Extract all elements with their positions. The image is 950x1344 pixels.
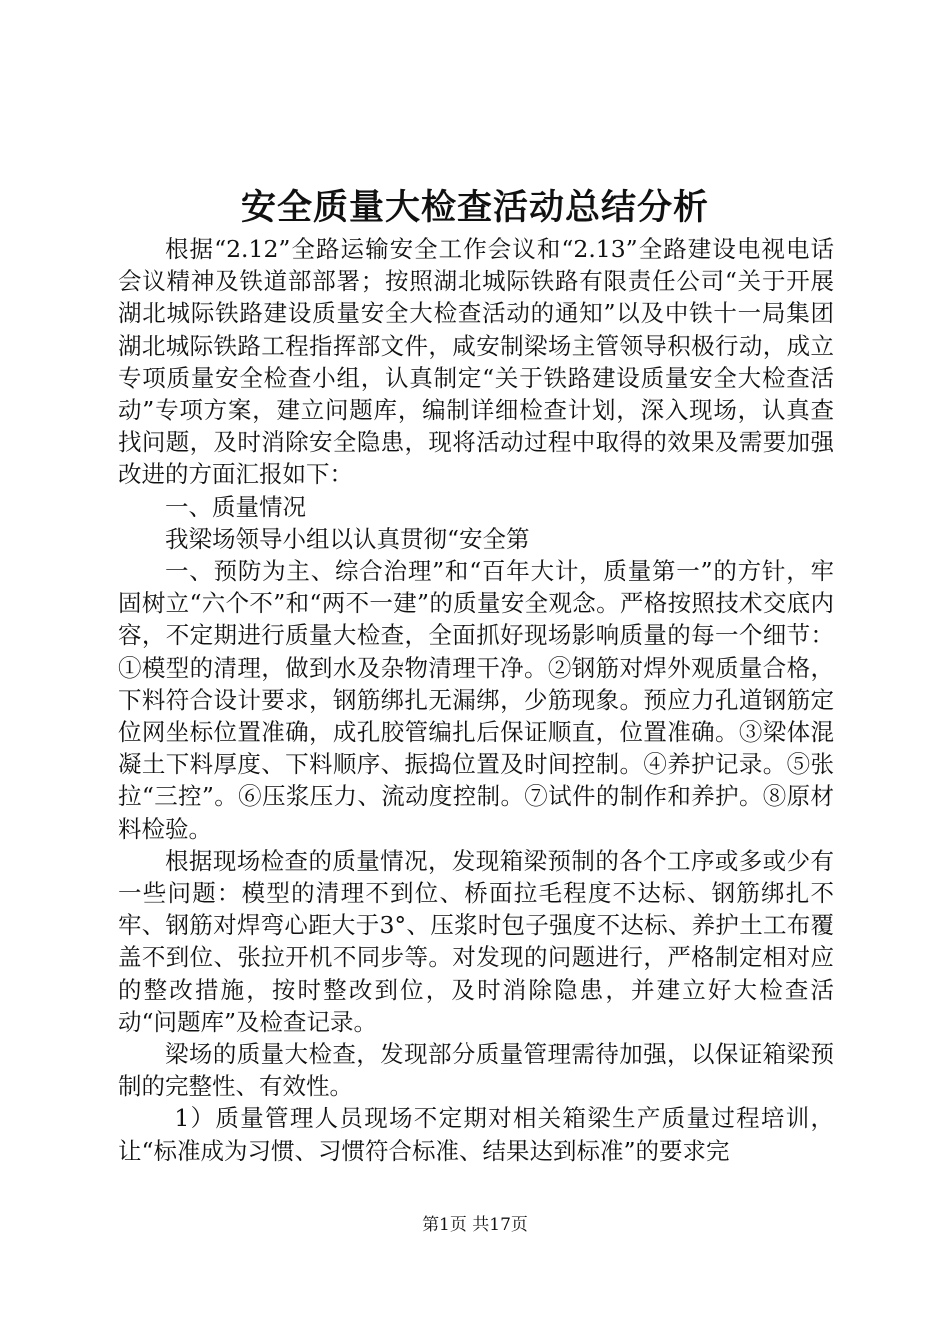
page-number: 第1页 共17页 — [422, 1215, 528, 1235]
paragraph-quality-details: 一、预防为主、综合治理”和“百年大计，质量第一”的方针，牢固树立“六个不”和“两不一建”的质量安全观念。严格按照技术交底内容，不定期进行质量大检查，全面抓好现场影响质量的每一个细节：①模型的清理，做到水及杂物清理干净。②钢筋对焊外观质量合格，下料符合设计要求，钢筋绑扎无漏绑，少筋现象。预应力孔道钢筋定位网坐标位置准确，成孔胶管编扎后保证顺直，位置准确。③梁体混凝土下料厚度、下料顺序、振捣位置及时间控制。④养护记录。⑤张拉“三控”。⑥压浆压力、流动度控制。⑦试件的制作和养护。⑧原材料检验。 — [118, 557, 834, 843]
paragraph-intro: 根据“2.12”全路运输安全工作会议和“2.13”全路建设电视电话会议精神及铁道部部署；按照湖北城际铁路有限责任公司“关于开展湖北城际铁路建设质量安全大检查活动的通知”以及中铁十一局集团湖北城际铁路工程指挥部文件，咸安制梁场主管领导积极行动，成立专项质量安全检查小组，认真制定“关于铁路建设质量安全大检查活动”专项方案，建立问题库，编制详细检查计划，深入现场，认真查找问题，及时消除安全隐患，现将活动过程中取得的效果及需要加强改进的方面汇报如下： — [118, 235, 834, 489]
paragraph-inspection-findings: 根据现场检查的质量情况，发现箱梁预制的各个工序或多或少有一些问题：模型的清理不到位、桥面拉毛程度不达标、钢筋绑扎不牢、钢筋对焊弯心距大于3°、压浆时包子强度不达标、养护土工布覆盖不到位、张拉开机不同步等。对发现的问题进行，严格制定相对应的整改措施，按时整改到位，及时消除隐患，并建立好大检查活动“问题库”及检查记录。 — [118, 846, 834, 1036]
paragraph-leadership: 我梁场领导小组以认真贯彻“安全第 — [165, 524, 530, 553]
document-body — [118, 233, 834, 1167]
document-title: 安全质量大检查活动总结分析 — [240, 187, 709, 228]
section-heading-quality: 一、质量情况 — [165, 492, 306, 521]
paragraph-item-1: 1）质量管理人员现场不定期对相关箱梁生产质量过程培训，让“标准成为习惯、习惯符合标准、结果达到标准”的要求完 — [118, 1104, 834, 1165]
paragraph-improvement: 梁场的质量大检查，发现部分质量管理需待加强，以保证箱梁预制的完整性、有效性。 — [118, 1040, 834, 1101]
